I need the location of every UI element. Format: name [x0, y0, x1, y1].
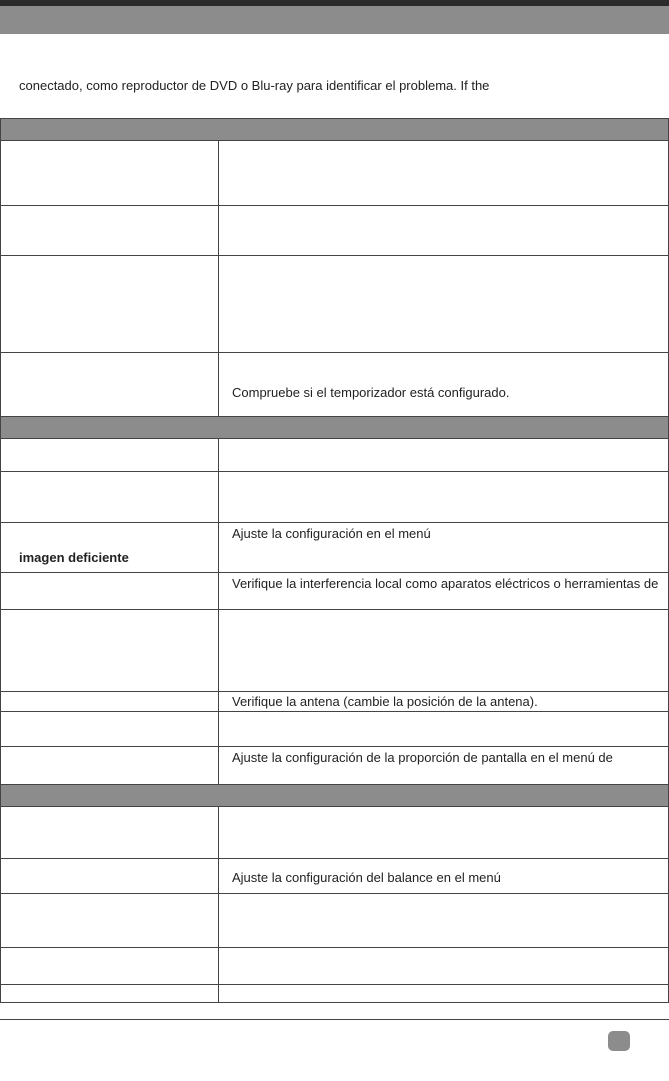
table-row	[1, 948, 668, 985]
table-row	[1, 985, 668, 1003]
problem-cell	[1, 256, 219, 352]
table-row	[1, 141, 668, 206]
solution-cell	[219, 859, 668, 893]
problem-text: imagen deficiente	[19, 550, 129, 565]
problem-cell	[1, 141, 219, 205]
problem-cell	[1, 948, 219, 984]
solution-cell	[219, 353, 668, 416]
solution-cell	[219, 573, 668, 609]
solution-text: Ajuste la configuración de la proporción de pantalla en el menú de	[232, 750, 613, 765]
solution-text: Verifique la interferencia local como aparatos eléctricos o herramientas de	[232, 576, 659, 591]
table-row	[1, 692, 668, 712]
solution-cell	[219, 439, 668, 471]
table-row	[1, 353, 668, 417]
problem-cell	[1, 472, 219, 522]
table-row	[1, 439, 668, 472]
problem-cell	[1, 807, 219, 858]
solution-text: Ajuste la configuración en el menú	[232, 526, 431, 541]
problem-cell	[1, 985, 219, 1002]
problem-cell	[1, 894, 219, 947]
problem-cell	[1, 353, 219, 416]
table-row	[1, 610, 668, 692]
problem-cell	[1, 712, 219, 746]
solution-cell	[219, 610, 668, 691]
solution-text: Compruebe si el temporizador está configurado.	[232, 385, 510, 400]
table-row	[1, 523, 668, 573]
table-row	[1, 256, 668, 353]
table-row	[1, 712, 668, 747]
solution-cell	[219, 985, 668, 1002]
problem-cell	[1, 523, 219, 572]
table-row	[1, 859, 668, 894]
solution-text: Verifique la antena (cambie la posición de la antena).	[232, 694, 538, 709]
section-header-2	[1, 417, 668, 439]
solution-cell	[219, 523, 668, 572]
intro-text: conectado, como reproductor de DVD o Blu-ray para identificar el problema. If the	[19, 78, 490, 93]
problem-cell	[1, 573, 219, 609]
top-header-band	[0, 6, 669, 34]
problem-cell	[1, 610, 219, 691]
problem-cell	[1, 206, 219, 255]
solution-cell	[219, 206, 668, 255]
solution-cell	[219, 747, 668, 784]
table-row	[1, 747, 668, 785]
problem-cell	[1, 439, 219, 471]
footer-divider	[0, 1019, 669, 1020]
table-row	[1, 894, 668, 948]
section-header-3	[1, 785, 668, 807]
solution-text: Ajuste la configuración del balance en el menú	[232, 870, 501, 885]
table-row	[1, 573, 668, 610]
solution-cell	[219, 807, 668, 858]
solution-cell	[219, 256, 668, 352]
solution-cell	[219, 894, 668, 947]
solution-cell	[219, 692, 668, 711]
table-row	[1, 472, 668, 523]
table-row	[1, 206, 668, 256]
table-row	[1, 807, 668, 859]
solution-cell	[219, 712, 668, 746]
page-number-badge	[608, 1031, 630, 1051]
solution-cell	[219, 141, 668, 205]
section-header-1	[1, 119, 668, 141]
problem-cell	[1, 747, 219, 784]
troubleshooting-table	[0, 118, 669, 1003]
solution-cell	[219, 948, 668, 984]
problem-cell	[1, 692, 219, 711]
problem-cell	[1, 859, 219, 893]
solution-cell	[219, 472, 668, 522]
